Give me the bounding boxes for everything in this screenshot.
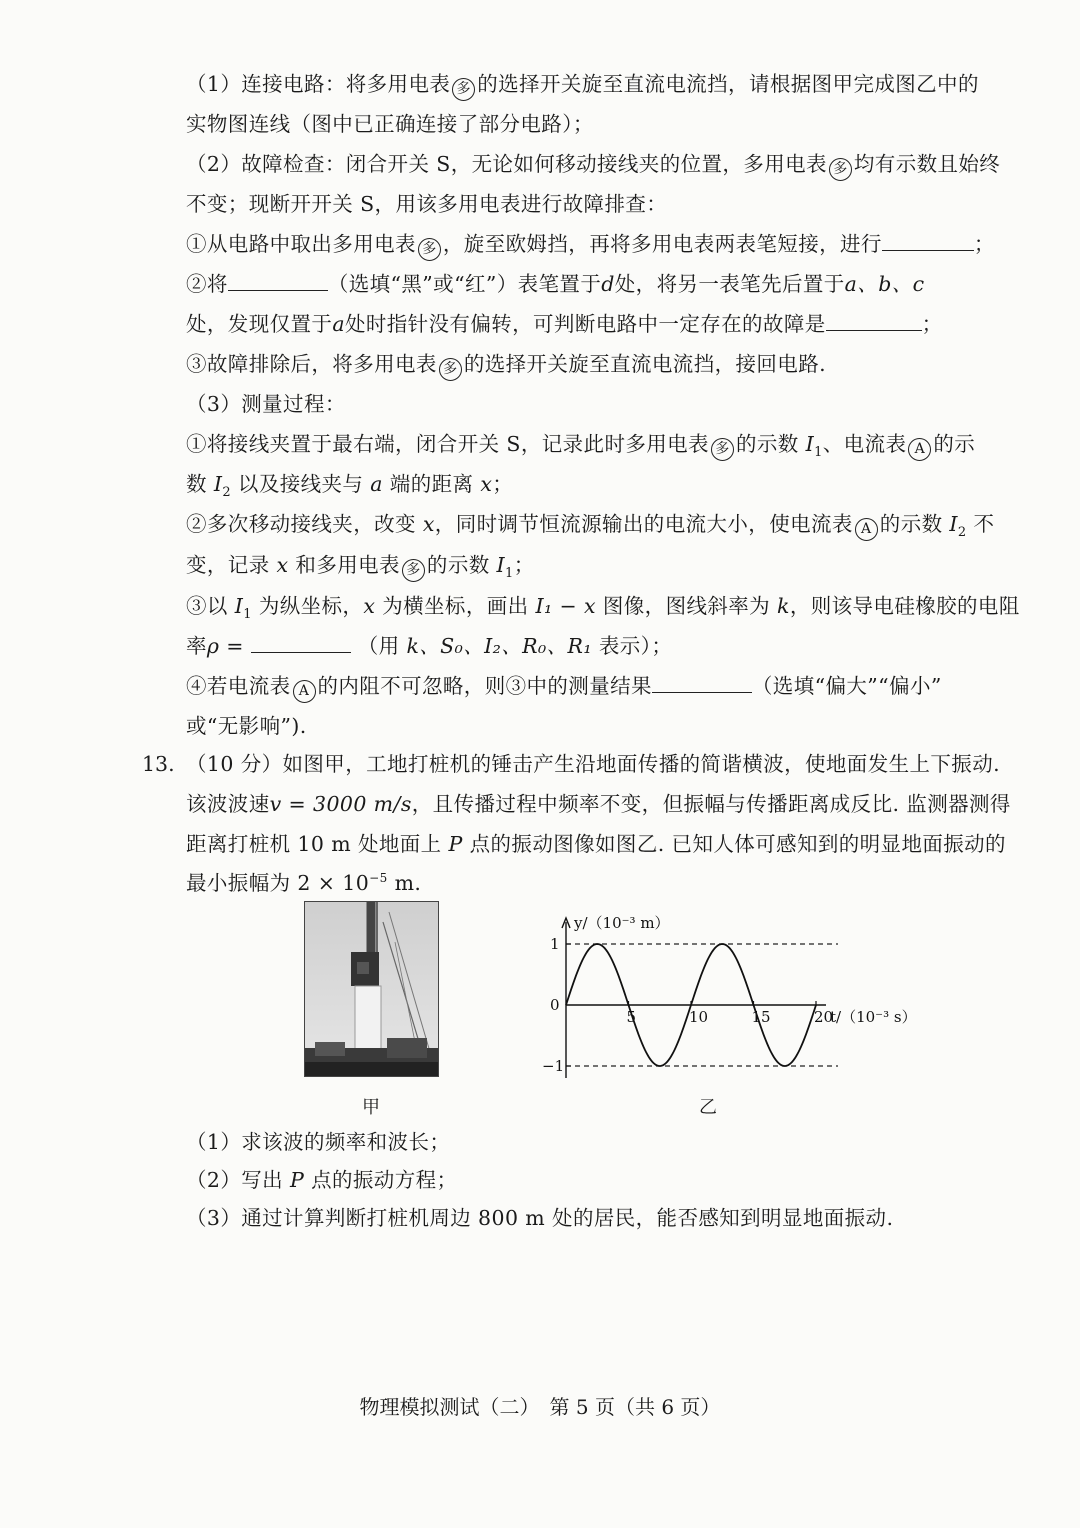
- q13-line2: 该波波速v = 3000 m/s，且传播过程中频率不变，但振幅与传播距离成反比. 监测器测得: [186, 792, 1011, 816]
- pile-driver-photo: [304, 901, 439, 1077]
- answer-blank[interactable]: [228, 272, 328, 291]
- answer-blank[interactable]: [251, 634, 351, 653]
- answer-blank[interactable]: [652, 674, 752, 693]
- q12-3-step3b: 率ρ = （用 k、S₀、I₂、R₀、R₁ 表示）；: [186, 634, 673, 658]
- q12-2-line1: （2）故障检查：闭合开关 S，无论如何移动接线夹的位置，多用电表 多 均有示数且始终: [186, 150, 986, 181]
- q13-line1: （10 分）如图甲，工地打桩机的锤击产生沿地面传播的简谐横波，使地面发生上下振动.: [186, 752, 1001, 776]
- multimeter-symbol: 多: [402, 559, 425, 582]
- question-number: 13.: [142, 752, 175, 776]
- q12-3-step1: ①将接线夹置于最右端，闭合开关 S，记录此时多用电表 多 的示数 $I_1$、电流表 A 的示: [186, 432, 976, 461]
- q12-3-head: （3）测量过程：: [186, 392, 346, 416]
- q12-2-step3: ③故障排除后，将多用电表 多 的选择开关旋至直流电流挡，接回电路.: [186, 350, 986, 381]
- vibration-chart: [530, 910, 917, 1090]
- y-axis-label: y/（10⁻³ m）: [574, 914, 670, 932]
- q12-2-step2b: 处，发现仅置于a处时指针没有偏转，可判断电路中一定存在的故障是 ；: [186, 312, 943, 336]
- figure-caption-right: 乙: [699, 1097, 717, 1118]
- y-tick-label: 0: [550, 996, 560, 1014]
- ammeter-symbol: A: [855, 518, 878, 541]
- q12-1-line1: （1）连接电路：将多用电表 多 的选择开关旋至直流电流挡，请根据图甲完成图乙中的: [186, 70, 986, 101]
- multimeter-symbol: 多: [711, 438, 734, 461]
- q12-3-step4: ④若电流表 A 的内阻不可忽略，则③中的测量结果 （选填“偏大”“偏小”: [186, 672, 986, 703]
- q12-2-step2: ②将 （选填“黑”或“红”）表笔置于d处，将另一表笔先后置于a、b、c: [186, 272, 925, 296]
- multimeter-symbol: 多: [418, 238, 441, 261]
- q12-3-step2: ②多次移动接线夹，改变 x，同时调节恒流源输出的电流大小，使电流表 A 的示数 $I_2$ 不: [186, 512, 995, 541]
- page-footer: 物理模拟测试（二） 第 5 页（共 6 页）: [359, 1395, 721, 1419]
- multimeter-symbol: 多: [829, 158, 852, 181]
- x-tick-label: 20: [814, 1008, 834, 1026]
- figure-caption-left: 甲: [362, 1097, 380, 1118]
- answer-blank[interactable]: [826, 312, 922, 331]
- answer-blank[interactable]: [882, 232, 974, 251]
- q12-3-step3: ③以 $I_1$ 为纵坐标，x 为横坐标，画出 I₁ − x 图像，图线斜率为 k，则该导电硅橡胶的电阻: [186, 594, 1020, 623]
- x-axis-label: t/（10⁻³ s）: [830, 1008, 917, 1026]
- q13-line3: 距离打桩机 10 m 处地面上 P 点的振动图像如图乙. 已知人体可感知到的明显地面振动的: [186, 832, 1006, 856]
- q12-2-step1: ①从电路中取出多用电表 多 ，旋至欧姆挡，再将多用电表两表笔短接，进行 ；: [186, 230, 986, 261]
- ammeter-symbol: A: [908, 438, 931, 461]
- x-tick-label: 5: [626, 1008, 637, 1026]
- q12-1-line2: 实物图连线（图中已正确连接了部分电路）；: [186, 112, 594, 136]
- y-tick-label: −1: [542, 1057, 565, 1075]
- q12-3-step2b: 变，记录 x 和多用电表 多 的示数 $I_1$；: [186, 553, 535, 582]
- q13-sub1: （1）求该波的频率和波长；: [186, 1130, 451, 1154]
- q13-sub3: （3）通过计算判断打桩机周边 800 m 处的居民，能否感知到明显地面振动.: [186, 1206, 894, 1230]
- multimeter-symbol: 多: [439, 358, 462, 381]
- q12-3-step4b: 或“无影响”).: [186, 714, 307, 738]
- q13-sub2: （2）写出 P 点的振动方程；: [186, 1168, 458, 1192]
- x-tick-label: 15: [751, 1008, 771, 1026]
- y-tick-label: 1: [550, 935, 560, 953]
- multimeter-symbol: 多: [452, 78, 475, 101]
- ammeter-symbol: A: [293, 680, 316, 703]
- q12-2-line2: 不变；现断开开关 S，用该多用电表进行故障排查：: [186, 192, 668, 216]
- q12-3-step1b: 数 $I_2$ 以及接线夹与 a 端的距离 x；: [186, 472, 514, 501]
- q13-line4: 最小振幅为 $2 \times 10^{-5}$ m.: [186, 870, 422, 895]
- x-tick-label: 10: [689, 1008, 709, 1026]
